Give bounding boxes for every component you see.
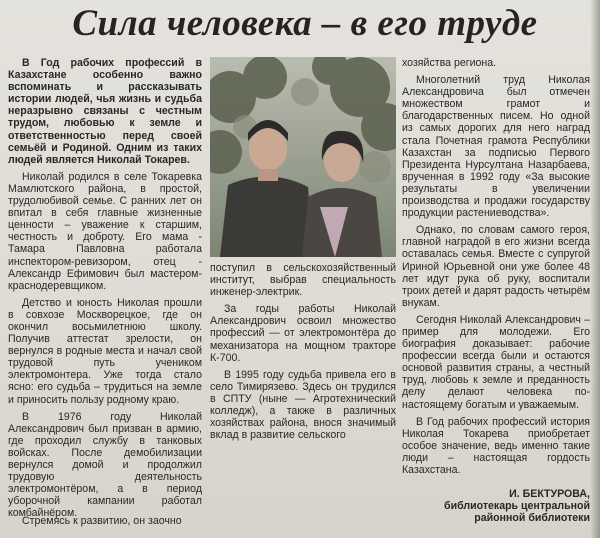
- couple-photo-illustration: [210, 57, 396, 257]
- paragraph: Николай родился в селе Токаревка Мамлютского района, в простой, трудолюбивой семье. С ранних лет он впитал в себя главные жизненные ценности – уважение к старшим, честность и доброту. Его мама - Тамара Павловна работала инспектором-ревизором, отец - Александр Ефимович был мастером-краснодеревщиком.: [8, 170, 202, 292]
- author-position: районной библиотеки: [474, 512, 590, 525]
- author-signature: [402, 488, 590, 524]
- author-name: И. БЕКТУРОВА,: [509, 488, 590, 500]
- paragraph: В Год рабочих профессий история Николая Токарева приобретает особое значение, ведь именно такие люди – настоящая гордость Казахстана.: [402, 415, 590, 476]
- article-photo: [210, 57, 396, 257]
- column-1-bottom: [8, 515, 202, 527]
- paragraph: В 1976 году Николай Александрович был призван в армию, где проходил службу в танковых войсках. После демобилизации вернулся домой и продолжил трудовую деятельность электромонтёром, а в период уборочной кампании работал комбайнёром.: [8, 410, 202, 520]
- paragraph: Детство и юность Николая прошли в совхозе Москворецкое, где он окончил восьмилетнюю школу. Получив аттестат зрелости, он вернулся в родные места и начал свой трудовой путь учеником электромонтера. Уже тогда стало ясно: его судьба – трудиться на земле и приносить пользу родному краю.: [8, 296, 202, 406]
- page-edge-shadow: [590, 0, 600, 538]
- column-1: [8, 57, 202, 519]
- paragraph: хозяйства региона.: [402, 57, 497, 69]
- paragraph: Однако, по словам самого героя, главной наградой в его жизни всегда оставалась семья. Вместе с супругой Ириной Юрьевной они уже более 48 лет идут рука об руку, воспитали троих детей и дарят радость четырём внукам.: [402, 224, 590, 309]
- paragraph: поступил в сельскохозяйственный институт, выбрав специальность инженер-электрик.: [210, 262, 396, 299]
- column-3: [402, 57, 590, 476]
- column-2: [210, 262, 396, 441]
- paragraph: Сегодня Николай Александрович – пример для молодежи. Его биография доказывает: рабочие профессии всегда были и остаются основой развития страны, а честный труд, любовь к земле и преданность делу делают человека по-настоящему богатым и уважаемым.: [402, 313, 590, 411]
- paragraph: Стремясь к развитию, он заочно: [22, 515, 182, 527]
- paragraph: Многолетний труд Николая Александровича был отмечен множеством грамот и благодарственных писем. Но одной из самых дорогих для него наград стала Почетная грамота Республики Казахстан за подписью Первого Президента Нурсултана Назарбаева, врученная в 1992 году «За высокие результаты в увеличении производства и продажи государству продукции растениеводства».: [402, 74, 590, 220]
- paragraph: За годы работы Николай Александрович освоил множество профессий — от электромонтёра до механизатора на мощном тракторе К-700.: [210, 303, 396, 364]
- paragraph: В 1995 году судьба привела его в село Тимирязево. Здесь он трудился в СПТУ (ныне — Агротехнический колледж), а также в различных хозяйствах района, внося значимый вклад в развитие сельского: [210, 368, 396, 442]
- author-position: библиотекарь центральной: [444, 500, 590, 513]
- article-headline: Сила человека – в его труде: [72, 3, 538, 44]
- article-lead: В Год рабочих профессий в Казахстане особенно важно вспоминать и рассказывать истории людей, чья жизнь и судьба неразрывно связаны с честным трудом, любовью к земле и ответственностью перед своей семьёй и Родиной. Одним из таких людей является Николай Токарев.: [8, 57, 202, 166]
